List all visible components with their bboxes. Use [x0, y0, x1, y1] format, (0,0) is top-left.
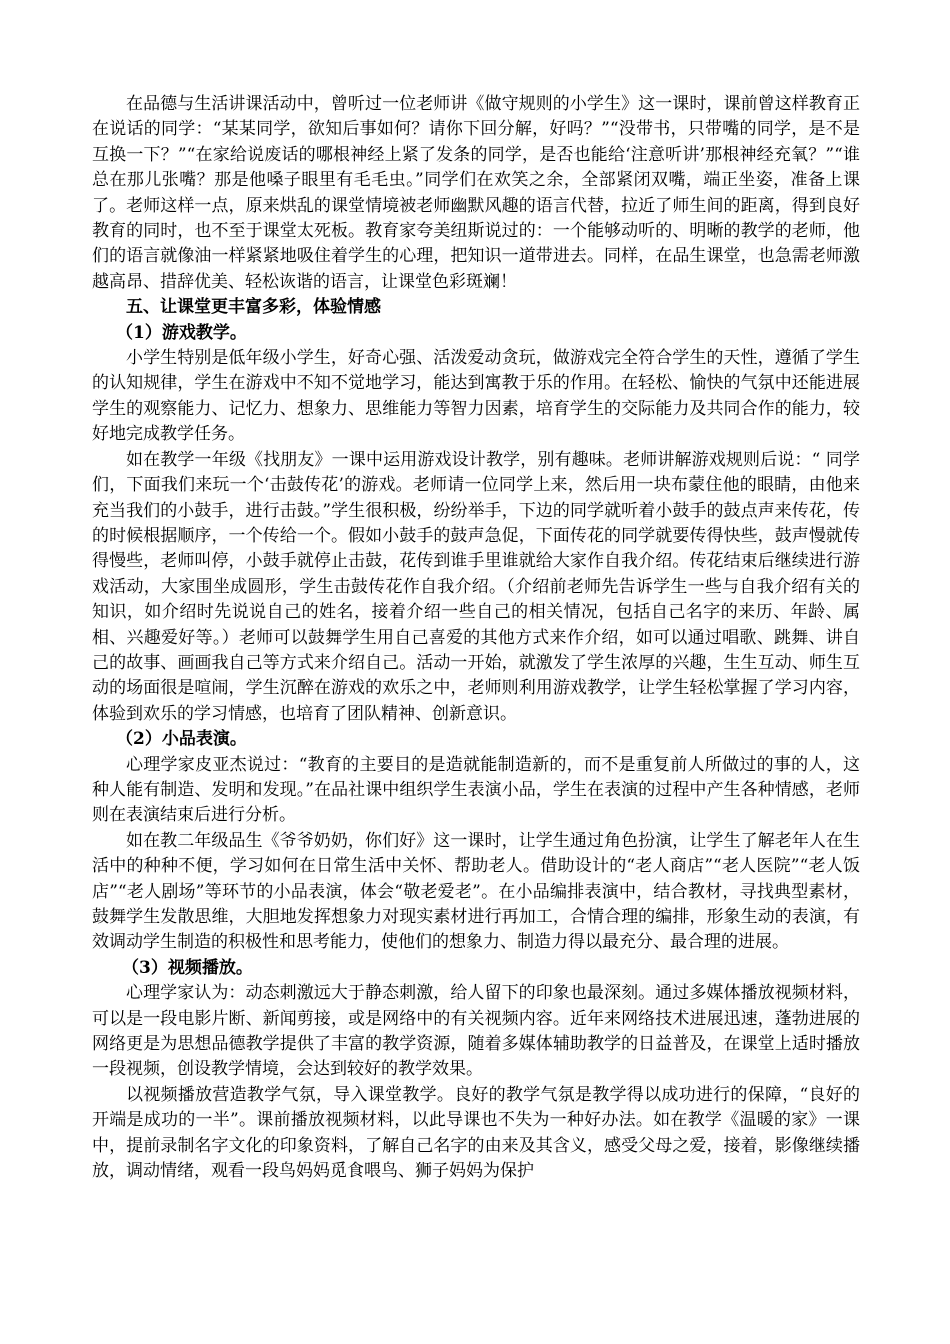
section-heading-five: 五、让课堂更丰富多彩，体验情感: [126, 297, 381, 318]
paragraph-humor-language: 在品德与生活讲课活动中，曾听过一位老师讲《做守规则的小学生》这一课时，课前曾这样教育正在说话的同学：“某某同学，欲知后事如何？请你下回分解，好吗？”“没带书，只带嘴的同学，是不是互换一下？”“在家给说废话的哪根神经上紧了发条的同学，是否也能给‘注意听讲’那根神经充氧？”“谁总在那儿张嘴？那是他嗓子眼里有毛毛虫。”同学们在欢笑之余，全部紧闭双嘴，端正坐姿，准备上课了。老师这样一点，原来烘乱的课堂情境被老师幽默风趣的语言代替，拉近了师生间的距离，得到良好教育的同时，也不至于课堂太死板。教育家夸美纽斯说过的：一个能够动听的、明晰的教学的老师，他们的语言就像油一样紧紧地吸住着学生的心理，把知识一道带进去。同样，在品生课堂，也急需老师激越高昂、措辞优美、轻松诙谐的语言，让课堂色彩斑斓！: [92, 94, 860, 292]
sub-heading-video-playback: （3）视频播放。: [122, 957, 253, 978]
document-page: [92, 92, 860, 1184]
paragraph-video-example: 以视频播放营造教学气氛，导入课堂教学。良好的教学气氛是教学得以成功进行的保障，“良好的开端是成功的一半”。课前播放视频材料，以此导课也不失为一种好办法。如在教学《温暖的家》一课中，提前录制名字文化的印象资料，了解自己名字的由来及其含义，感受父母之爱，接着，影像继续播放，调动情绪，观看一段鸟妈妈觅食喂鸟、狮子妈妈为保护: [92, 1084, 860, 1182]
paragraph-video-intro: 心理学家认为：动态刺激远大于静态刺激，给人留下的印象也最深刻。通过多媒体播放视频材料，可以是一段电影片断、新闻剪接，或是网络中的有关视频内容。近年来网络技术进展迅速，蓬勃进展的网络更是为思想品德教学提供了丰富的教学资源，随着多媒体辅助教学的日益普及，在课堂上适时播放一段视频，创设教学情境，会达到较好的教学效果。: [92, 983, 860, 1080]
paragraph-skit-example: 如在教二年级品生《爷爷奶奶，你们好》这一课时，让学生通过角色扮演，让学生了解老年人在生活中的种种不便，学习如何在日常生活中关怀、帮助老人。借助设计的“老人商店”“老人医院”“老人饭店”“老人剧场”等环节的小品表演，体会“敬老爱老”。在小品编排表演中，结合教材，寻找典型素材，鼓舞学生发散思维，大胆地发挥想象力对现实素材进行再加工，合情合理的编排，形象生动的表演，有效调动学生制造的积极性和思考能力，使他们的想象力、制造力得以最充分、最合理的进展。: [92, 830, 860, 953]
sub-heading-skit-performance: （2）小品表演。: [116, 729, 247, 750]
paragraph-game-example: 如在教学一年级《找朋友》一课中运用游戏设计教学，别有趣味。老师讲解游戏规则后说：“ 同学们，下面我们来玩一个‘击鼓传花’的游戏。老师请一位同学上来，然后用一块布蒙住他的眼睛，由他来充当我们的小鼓手，进行击鼓。”学生很积极，纷纷举手，下边的同学就听着小鼓手的鼓点声来传花，传的时候根据顺序，一个传给一个。假如小鼓手的鼓声急促，下面传花的同学就要传得快些，鼓声慢就传得慢些，老师叫停，小鼓手就停止击鼓，花传到谁手里谁就给大家作自我介绍。传花结束后继续进行游戏活动，大家围坐成圆形，学生击鼓传花作自我介绍。（介绍前老师先告诉学生一些与自我介绍有关的知识，如介绍时先说说自己的姓名，接着介绍一些自己的相关情况，包括自己名字的来历、年龄、属相、兴趣爱好等。）老师可以鼓舞学生用自己喜爱的其他方式来作介绍，如可以通过唱歌、跳舞、讲自己的故事、画画我自己等方式来介绍自己。活动一开始，就激发了学生浓厚的兴趣，生生互动、师生互动的场面很是喧闹，学生沉醉在游戏的欢乐之中，老师则利用游戏教学，让学生轻松掌握了学习内容，体验到欢乐的学习情感，也培育了团队精神、创新意识。: [92, 449, 860, 724]
paragraph-skit-intro: 心理学家皮亚杰说过：“教育的主要目的是造就能制造新的，而不是重复前人所做过的事的人，这种人能有制造、发明和发现。”在品社课中组织学生表演小品，学生在表演的过程中产生各种情感，老师则在表演结束后进行分析。: [92, 754, 860, 826]
sub-heading-game-teaching: （1）游戏教学。: [116, 322, 247, 343]
paragraph-game-intro: 小学生特别是低年级小学生，好奇心强、活泼爱动贪玩，做游戏完全符合学生的天性，遵循了学生的认知规律，学生在游戏中不知不觉地学习，能达到寓教于乐的作用。在轻松、愉快的气氛中还能进展学生的观察能力、记忆力、想象力、思维能力等智力因素，培育学生的交际能力及共同合作的能力，较好地完成教学任务。: [92, 348, 860, 445]
